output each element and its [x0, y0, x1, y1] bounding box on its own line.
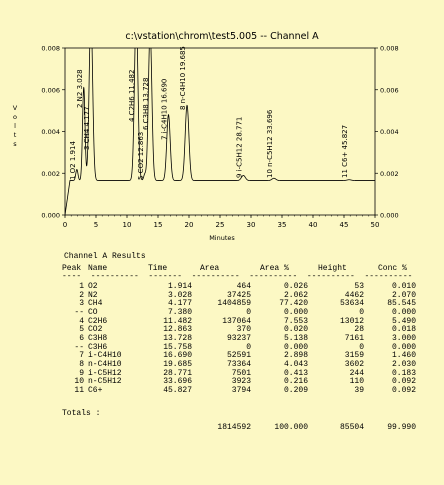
y-tick-label-left: 0.006: [41, 86, 60, 95]
retention-time: 11.482: [163, 316, 192, 326]
column-header: Area: [200, 264, 220, 273]
concentration-percent: 1.460: [391, 351, 416, 361]
peak-area: 0: [246, 307, 251, 317]
x-tick-label: 15: [153, 221, 163, 229]
concentration-percent: 0.092: [391, 385, 416, 395]
x-tick-label: 30: [246, 221, 256, 229]
peak-area: 37425: [226, 290, 251, 300]
retention-time: 16.690: [163, 351, 192, 361]
peak-height: 3159: [344, 351, 364, 361]
results-title: Channel A Results: [64, 252, 146, 261]
area-percent: 0.000: [283, 342, 308, 352]
peak-height: 4462: [344, 290, 364, 300]
area-percent: 0.020: [283, 325, 308, 335]
peak-label: 4 C2H6 11.482: [128, 69, 137, 122]
totals-label: Totals :: [62, 409, 101, 419]
x-tick-label: 5: [93, 221, 99, 229]
peak-height: 3602: [344, 359, 364, 369]
y-tick-label-left: 0.004: [41, 128, 60, 136]
peak-label: 11 C6+ 45.827: [341, 124, 350, 178]
total-concentration: 99.990: [387, 423, 416, 433]
retention-time: 4.177: [167, 299, 192, 309]
compound-name: i-C4H10: [88, 351, 122, 361]
peak-label: 1 O2 1.914: [68, 141, 77, 180]
compound-name: C3H6: [88, 342, 108, 352]
compound-name: CO: [88, 307, 98, 317]
peak-area: 137064: [222, 316, 251, 326]
total-height: 85504: [339, 423, 364, 433]
plot-frame: [65, 48, 375, 215]
peak-label: 7 i-C4H10 16.690: [160, 78, 169, 140]
peak-area: 93237: [226, 333, 251, 343]
peak-label: 2 N2 3.028: [75, 69, 84, 108]
retention-time: 1.914: [167, 282, 192, 291]
peak-number: 9: [79, 368, 84, 378]
peak-height: 28: [354, 325, 364, 335]
x-tick-label: 0: [62, 221, 68, 229]
retention-time: 12.863: [163, 325, 192, 335]
x-tick-label: 45: [339, 221, 349, 229]
peak-area: 0: [246, 342, 251, 352]
peak-area: 464: [236, 282, 251, 291]
area-percent: 2.062: [283, 290, 308, 300]
peak-height: 110: [349, 377, 364, 387]
y-axis-label-letter: o: [13, 113, 17, 121]
header-separator: ---- ---------- ------- ---------- ---------- ---------- ----------: [62, 272, 413, 281]
compound-name: N2: [88, 290, 98, 300]
peak-number: 5: [79, 325, 84, 335]
column-header: Name: [88, 264, 108, 273]
peak-area: 370: [236, 325, 251, 335]
area-percent: 0.413: [283, 368, 308, 378]
area-percent: 0.216: [283, 377, 308, 387]
peak-height: 39: [354, 385, 364, 395]
peak-label: 9 i-C5H12 28.771: [235, 116, 244, 178]
peak-height: 53: [354, 282, 364, 291]
retention-time: 28.771: [163, 368, 192, 378]
concentration-percent: 0.018: [391, 325, 416, 335]
y-tick-label-left: 0.002: [41, 169, 60, 178]
column-header: Height: [318, 264, 347, 273]
peak-label: 6 C3H8 13.728: [142, 77, 151, 130]
retention-time: 15.758: [163, 342, 192, 352]
plot-axes: [65, 48, 375, 215]
y-tick-label-right: 0.002: [380, 169, 399, 178]
y-axis-label-letter: s: [13, 140, 17, 148]
peak-area: 1404859: [217, 299, 251, 309]
y-tick-label-left: 0.000: [41, 211, 60, 220]
retention-time: 19.685: [163, 359, 192, 369]
column-header: Time: [148, 264, 168, 273]
peak-number: 3: [79, 299, 84, 309]
x-tick-label: 20: [184, 221, 194, 229]
peak-number: 11: [74, 385, 84, 395]
retention-time: 7.380: [167, 307, 192, 317]
retention-time: 45.827: [163, 385, 192, 395]
peak-number: --: [74, 342, 84, 352]
x-tick-label: 50: [370, 221, 380, 229]
area-percent: 5.138: [283, 333, 308, 343]
x-tick-label: 10: [122, 221, 132, 229]
peak-number: 6: [79, 333, 84, 343]
peak-number: 8: [79, 359, 84, 369]
peak-area: 52591: [226, 351, 251, 361]
area-percent: 77.420: [279, 299, 308, 309]
y-tick-label-right: 0.008: [380, 44, 399, 53]
chart-title: c:\vstation\chrom\test5.005 -- Channel A: [125, 31, 319, 42]
peak-label: 3 CH4 4.177: [82, 106, 91, 150]
peak-height: 13012: [339, 316, 364, 326]
peak-number: 2: [79, 290, 84, 300]
peak-area: 73364: [226, 359, 251, 369]
area-percent: 4.043: [283, 359, 308, 369]
peak-number: --: [74, 307, 84, 317]
compound-name: O2: [88, 282, 98, 291]
peak-label: 8 n-C4H10 19.685: [179, 46, 188, 110]
x-tick-label: 25: [215, 221, 225, 229]
concentration-percent: 0.092: [391, 377, 416, 387]
y-axis-label-letter: t: [13, 131, 17, 139]
peak-area: 3923: [231, 377, 251, 387]
concentration-percent: 85.545: [387, 299, 416, 309]
concentration-percent: 0.000: [391, 342, 416, 352]
x-axis-label: Minutes: [209, 234, 235, 242]
peak-number: 4: [79, 316, 84, 326]
peak-number: 10: [74, 377, 84, 387]
concentration-percent: 2.030: [391, 359, 416, 369]
y-axis-label-letter: l: [14, 122, 16, 130]
retention-time: 33.696: [163, 377, 192, 387]
concentration-percent: 2.070: [391, 290, 416, 300]
retention-time: 3.028: [167, 290, 192, 300]
column-header: Conc %: [378, 264, 407, 273]
x-tick-label: 40: [308, 221, 318, 229]
compound-name: C2H6: [88, 316, 108, 326]
column-header: Peak: [62, 264, 82, 273]
y-tick-label-right: 0.006: [380, 86, 399, 95]
peak-height: 244: [349, 368, 364, 378]
peak-height: 0: [359, 342, 364, 352]
trace-layer: [65, 35, 375, 215]
chromatogram-trace: [65, 35, 375, 215]
x-tick-label: 35: [277, 221, 287, 229]
peak-area: 3794: [231, 385, 251, 395]
peak-height: 0: [359, 307, 364, 317]
area-percent: 2.898: [283, 351, 308, 361]
concentration-percent: 0.010: [391, 282, 416, 291]
concentration-percent: 3.000: [391, 333, 416, 343]
area-percent: 7.553: [283, 316, 308, 326]
peak-area: 7501: [231, 368, 251, 378]
y-tick-label-right: 0.004: [380, 128, 399, 136]
results-table: [0, 265, 444, 475]
area-percent: 0.000: [283, 307, 308, 317]
compound-name: n-C4H10: [88, 359, 122, 369]
compound-name: CH4: [88, 299, 103, 309]
y-tick-label-right: 0.000: [380, 211, 399, 220]
retention-time: 13.728: [163, 333, 192, 343]
area-percent: 0.209: [283, 385, 308, 395]
compound-name: C6+: [88, 385, 103, 395]
compound-name: C3H8: [88, 333, 108, 343]
concentration-percent: 5.490: [391, 316, 416, 326]
compound-name: n-C5H12: [88, 377, 122, 387]
area-percent: 0.026: [283, 282, 308, 291]
peak-height: 7161: [344, 333, 364, 343]
total-area-percent: 100.000: [274, 423, 308, 433]
total-area: 1814592: [217, 423, 251, 433]
concentration-percent: 0.000: [391, 307, 416, 317]
peak-labels: [69, 46, 349, 180]
concentration-percent: 0.183: [391, 368, 416, 378]
peak-label: 5 CO2 12.863: [136, 131, 145, 180]
peak-number: 1: [79, 282, 84, 291]
column-header: Area %: [260, 264, 289, 273]
y-tick-label-left: 0.008: [41, 44, 60, 53]
y-axis-label: [13, 104, 18, 148]
peak-height: 53634: [339, 299, 364, 309]
compound-name: i-C5H12: [88, 368, 122, 378]
y-axis-label-letter: V: [12, 104, 18, 112]
compound-name: CO2: [88, 325, 103, 335]
peak-label: 10 n-C5H12 33.696: [265, 109, 274, 178]
peak-number: 7: [79, 351, 84, 361]
